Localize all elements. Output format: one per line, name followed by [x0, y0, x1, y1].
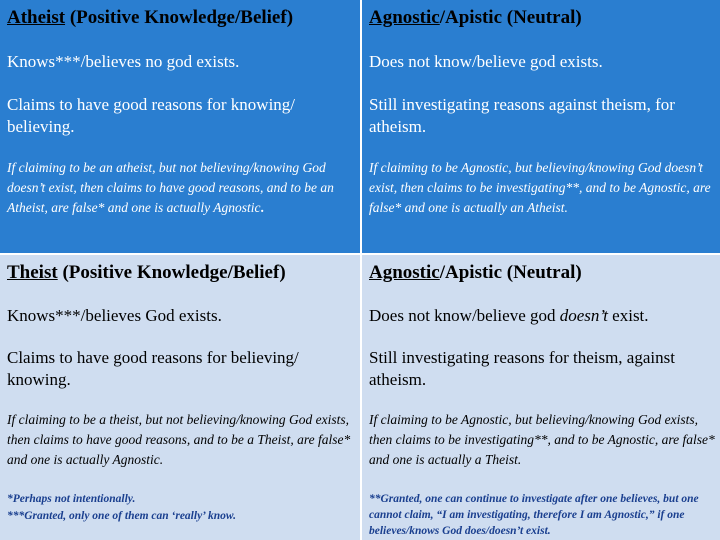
row-divider	[0, 253, 720, 255]
theist-note: If claiming to be a theist, but not believing/knowing God exists, then claims to have good reasons, and to be a Theist, are false* and one is actually Agnostic.	[7, 412, 351, 467]
theist-line1: Knows***/believes God exists.	[7, 306, 222, 325]
agnostic-bottom-note: If claiming to be Agnostic, but believing/knowing God exists, then claims to be investigating**, and to be Agnostic, are false* and one is actually a Theist.	[369, 412, 715, 467]
theist-cell	[0, 255, 360, 540]
agnostic-bottom-heading-rest: /Apistic (Neutral)	[439, 262, 582, 283]
theist-footnote-1: *Perhaps not intentionally.	[7, 493, 136, 505]
theist-heading	[7, 262, 356, 284]
agnostic-bottom-footnote: **Granted, one can continue to investigate after one believes, but one cannot claim, “I am investigating, therefore I am Agnostic,” if one believes/knows God does/doesn’t exist.	[369, 493, 699, 537]
atheist-heading-rest: (Positive Knowledge/Belief)	[65, 7, 294, 28]
agnostic-bottom-line1	[369, 305, 716, 327]
atheist-line1: Knows***/believes no god exists.	[7, 52, 240, 71]
theist-term: Theist	[7, 262, 58, 283]
agnostic-bottom-line1-emphasis: doesn’t	[559, 306, 608, 325]
atheist-heading	[7, 7, 356, 29]
agnostic-bottom-heading	[369, 262, 716, 284]
agnostic-bottom-line1-a: Does not know/believe god	[369, 306, 560, 325]
theist-footnote-2: ***Granted, only one of them can ‘really’ know.	[7, 510, 237, 522]
theist-heading-rest: (Positive Knowledge/Belief)	[57, 262, 286, 283]
agnostic-bottom-term: Agnostic	[369, 262, 440, 283]
atheist-note	[7, 158, 352, 218]
agnostic-bottom-cell	[362, 255, 720, 540]
agnostic-top-term: Agnostic	[369, 7, 440, 28]
agnostic-top-cell	[362, 0, 720, 253]
atheist-note-end: .	[260, 200, 264, 215]
agnostic-bottom-line1-c: exist.	[607, 306, 649, 325]
atheist-line2: Claims to have good reasons for knowing/ believing.	[7, 95, 296, 136]
agnostic-top-note: If claiming to be Agnostic, but believing/knowing God doesn’t exist, then claims to be investigating**, and to be Agnostic, are false* and one is actually an Atheist.	[369, 160, 711, 215]
agnostic-top-line1: Does not know/believe god exists.	[369, 52, 603, 71]
atheist-term: Atheist	[7, 7, 66, 28]
agnostic-top-heading	[369, 7, 716, 29]
agnostic-bottom-line2: Still investigating reasons for theism, against atheism.	[369, 348, 675, 389]
agnostic-top-heading-rest: /Apistic (Neutral)	[439, 7, 582, 28]
atheist-note-text: If claiming to be an atheist, but not believing/knowing God doesn’t exist, then claims to have good reasons, and to be an Atheist, are false* and one is actually Agnostic	[7, 160, 334, 215]
agnostic-top-line2: Still investigating reasons against theism, for atheism.	[369, 95, 675, 136]
atheist-cell	[0, 0, 360, 253]
column-divider	[360, 0, 362, 540]
theist-line2: Claims to have good reasons for believing/ knowing.	[7, 348, 299, 389]
